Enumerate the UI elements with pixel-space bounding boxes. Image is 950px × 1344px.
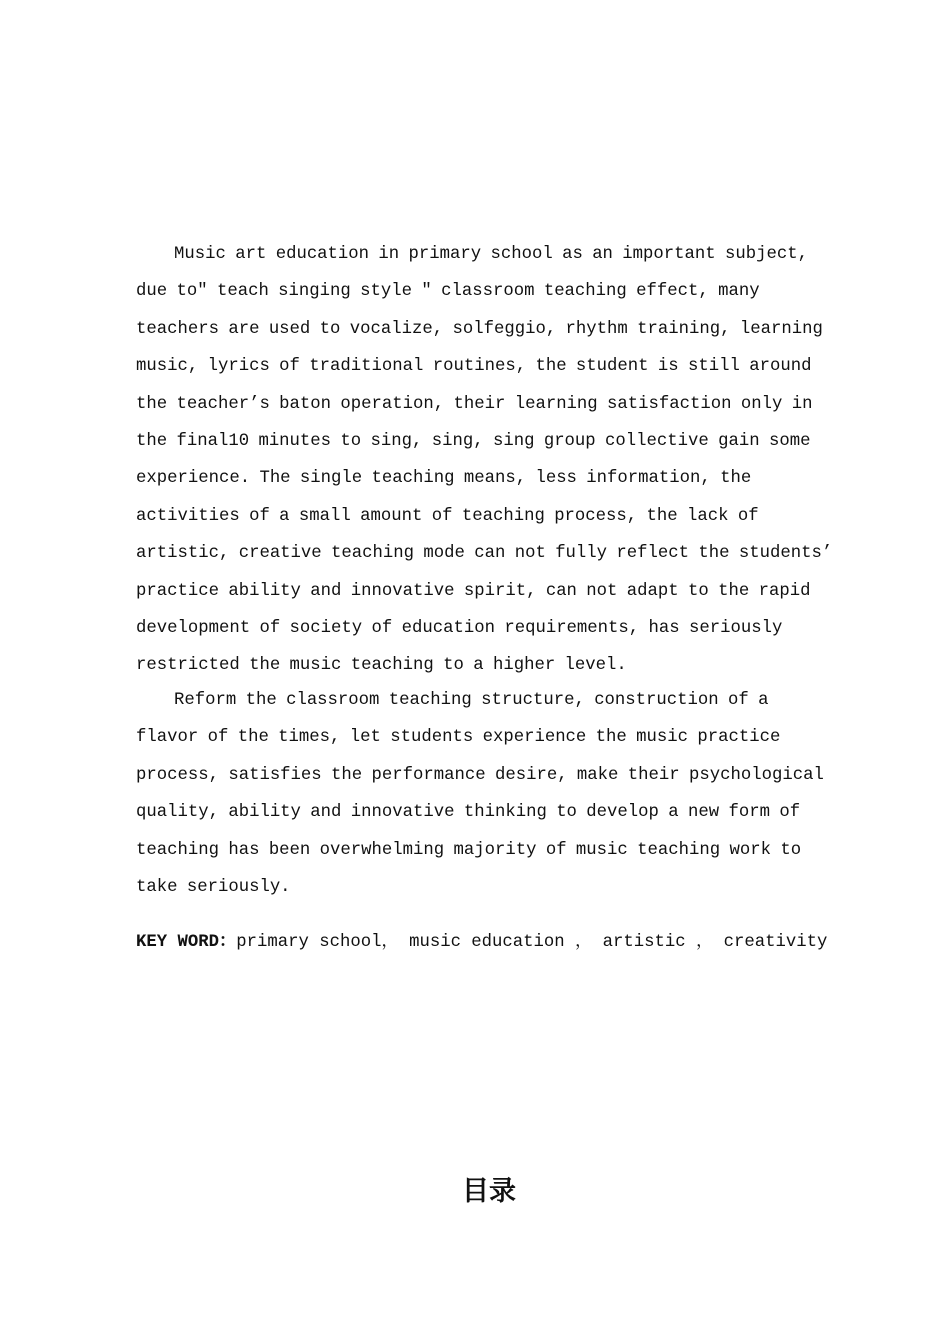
abstract-body [136, 236, 836, 906]
keywords-text: primary school， music education ， artistic ， creativity [236, 933, 828, 952]
table-of-contents-title: 目录 [462, 1176, 516, 1207]
abstract-paragraph-2: Reform the classroom teaching structure, construction of a flavor of the times, let students experience the music practice process, satisfies the performance desire, make their psychological quality, ability and innovative thinking to develop a new form of teaching has been overwhelming majority of music teaching work to take seriously. [136, 690, 824, 897]
keywords-line [136, 927, 856, 959]
abstract-paragraph-1: Music art education in primary school as an important subject, due to″ teach singing style ″ classroom teaching effect, many teachers are used to vocalize, solfeggio, rhythm training, learning music, lyrics of traditional routines, the student is still around the teacher’s baton operation, their learning satisfaction only in the final10 minutes to sing, sing, sing group collective gain some experience. The single teaching means, less information, the activities of a small amount of teaching process, the lack of artistic, creative teaching mode can not fully reflect the students’ practice ability and innovative spirit, can not adapt to the rapid development of society of education requirements, has seriously restricted the music teaching to a higher level. [136, 245, 833, 676]
keywords-label: KEY WORD： [136, 933, 237, 952]
